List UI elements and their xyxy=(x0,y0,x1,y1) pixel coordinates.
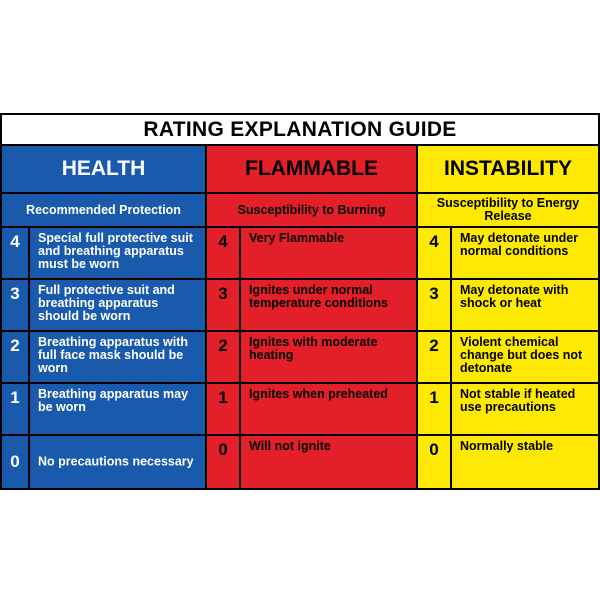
rating-number: 3 xyxy=(418,280,452,330)
health-subheading: Recommended Protection xyxy=(2,194,205,228)
rating-description: Very Flammable xyxy=(249,231,345,245)
instability-row-2 xyxy=(418,332,598,384)
rating-description: May detonate under normal conditions xyxy=(460,231,579,258)
rating-number: 4 xyxy=(418,228,452,278)
instability-heading: INSTABILITY xyxy=(418,146,598,194)
rating-number: 1 xyxy=(2,384,30,434)
rating-number: 2 xyxy=(2,332,30,382)
rating-number: 3 xyxy=(2,280,30,330)
flammable-row-0 xyxy=(207,436,416,488)
guide-title: RATING EXPLANATION GUIDE xyxy=(2,115,598,146)
health-row-1 xyxy=(2,384,205,436)
rating-description: No precautions necessary xyxy=(38,454,194,469)
instability-rows xyxy=(418,228,598,488)
rating-description: Breathing apparatus may be worn xyxy=(38,387,189,414)
flammable-subheading: Susceptibility to Burning xyxy=(207,194,416,228)
rating-description: Special full protective suit and breathing apparatus must be worn xyxy=(38,231,193,271)
rating-description: May detonate with shock or heat xyxy=(460,283,569,310)
rating-number: 2 xyxy=(418,332,452,382)
rating-guide-sign xyxy=(0,113,600,490)
instability-row-3 xyxy=(418,280,598,332)
flammable-heading: FLAMMABLE xyxy=(207,146,416,194)
flammable-row-4 xyxy=(207,228,416,280)
health-heading: HEALTH xyxy=(2,146,205,194)
instability-subheading: Susceptibility to Energy Release xyxy=(418,194,598,228)
rating-description: Ignites when preheated xyxy=(249,387,388,401)
rating-number: 0 xyxy=(2,436,30,488)
rating-number: 1 xyxy=(418,384,452,434)
health-row-0 xyxy=(2,436,205,488)
instability-row-4 xyxy=(418,228,598,280)
rating-description: Not stable if heated use precautions xyxy=(460,387,576,414)
rating-number: 1 xyxy=(207,384,241,434)
health-row-3 xyxy=(2,280,205,332)
rating-number: 2 xyxy=(207,332,241,382)
health-row-4 xyxy=(2,228,205,280)
rating-number: 4 xyxy=(207,228,241,278)
flammable-row-1 xyxy=(207,384,416,436)
rating-description: Ignites with moderate heating xyxy=(249,335,378,362)
rating-description: Full protective suit and breathing apparatus should be worn xyxy=(38,283,175,323)
rating-description: Ignites under normal temperature conditions xyxy=(249,283,388,310)
rating-number: 4 xyxy=(2,228,30,278)
rating-number: 0 xyxy=(418,436,452,488)
instability-row-0 xyxy=(418,436,598,488)
instability-row-1 xyxy=(418,384,598,436)
rating-description: Violent chemical change but does not detonate xyxy=(460,335,583,375)
flammable-column xyxy=(207,146,416,488)
instability-column xyxy=(418,146,598,488)
health-column xyxy=(2,146,205,488)
rating-description: Breathing apparatus with full face mask should be worn xyxy=(38,335,189,375)
rating-description: Normally stable xyxy=(460,439,554,453)
health-rows xyxy=(2,228,205,488)
flammable-row-3 xyxy=(207,280,416,332)
rating-number: 3 xyxy=(207,280,241,330)
flammable-row-2 xyxy=(207,332,416,384)
rating-number: 0 xyxy=(207,436,241,488)
rating-description: Will not ignite xyxy=(249,439,331,453)
health-row-2 xyxy=(2,332,205,384)
flammable-rows xyxy=(207,228,416,488)
